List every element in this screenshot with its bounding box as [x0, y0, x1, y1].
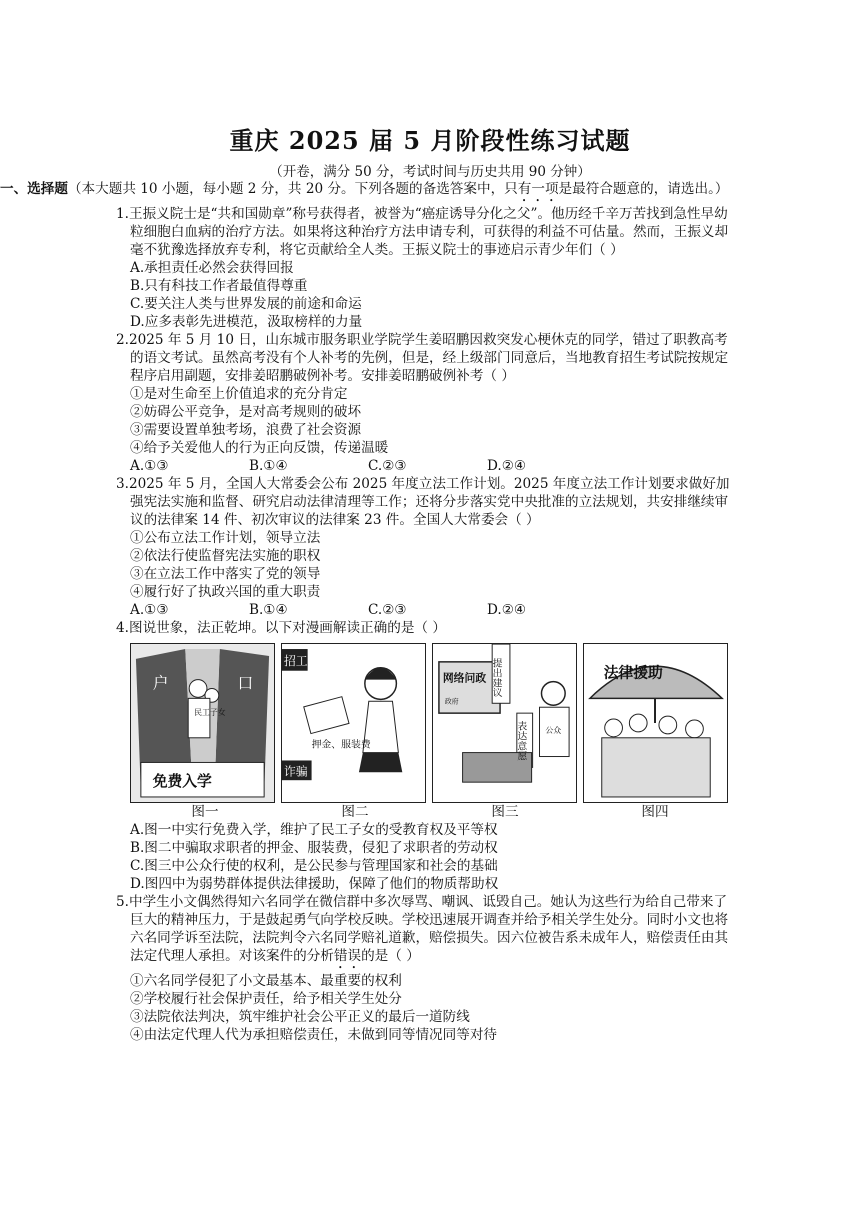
q2-statement-2: ②妨碍公平竞争，是对高考规则的破坏	[130, 404, 362, 420]
cartoon-3-label-government: 政府	[444, 697, 459, 706]
cartoon-2-label-deposit: 押金、服装费	[311, 739, 371, 751]
q2-statement-3: ③需要设置单独考场，浪费了社会资源	[130, 422, 362, 438]
q5-stem-b: 的是（ ）	[361, 948, 420, 964]
figure-1-caption: 图一	[191, 804, 219, 820]
q1-option-a: A.承担责任必然会获得回报	[130, 260, 294, 276]
q1-option-b: B.只有科技工作者最值得尊重	[130, 278, 308, 294]
section-intro-emph: 有一项	[517, 181, 559, 197]
cartoon-figure-4	[583, 643, 728, 803]
q1-stem: 1.王振义院士是“共和国勋章”称号获得者，被誉为“癌症诱导分化之父”。他历经千辛万苦找到急性早幼粒细胞白血病的治疗方法。如果将这种治疗方法申请专利，可获得的利益不可估量。然而，王振义却毫不犹豫选择放弃专利，将它贡献给全人类。王振义院士的事迹启示青少年们（ ）	[116, 206, 729, 258]
cartoon-3-illustration	[433, 644, 576, 802]
q3-stem: 3.2025 年 5 月，全国人大常委会公布 2025 年度立法工作计划。2025 年度立法工作计划要求做好加强宪法实施和监督、研究启动法律清理等工作；还将分步落实党中央批准的立法规划，共安排继续审议的法律案 14 件、初次审议的法律案 23 件。全国人大常委会（ ）	[116, 476, 730, 528]
q3-option-c: C.②③	[368, 602, 407, 618]
cartoon-3-label-express: 表达意愿	[515, 721, 527, 761]
cartoon-2-illustration	[282, 644, 425, 802]
cartoon-4-label-legal-aid: 法律援助	[603, 664, 663, 682]
page-subtitle: （开卷，满分 50 分，考试时间与历史共用 90 分钟）	[269, 164, 591, 180]
q5-statement-2: ②学校履行社会保护责任，给予相关学生处分	[130, 991, 402, 1007]
q3-options	[116, 601, 736, 619]
q3-statement-2: ②依法行使监督宪法实施的职权	[130, 548, 321, 564]
page-title: 重庆 2025 届 5 月阶段性练习试题	[229, 126, 631, 155]
cartoon-figure-1	[130, 643, 275, 803]
q3-option-b: B.①④	[249, 602, 288, 618]
q3-option-d: D.②④	[487, 602, 527, 618]
figure-4-caption: 图四	[641, 804, 669, 820]
q2-statement-4: ④给予关爱他人的行为正向反馈，传递温暖	[130, 440, 389, 456]
q2-options	[116, 457, 736, 475]
section-intro-b: 是最符合题意的，请选出。）	[558, 181, 729, 197]
cartoon-1-label-hu: 户	[152, 673, 169, 693]
q2-option-d: D.②④	[487, 458, 527, 474]
cartoon-4-illustration	[584, 644, 727, 802]
q1-option-d: D.应多表彰先进模范，汲取榜样的力量	[130, 314, 363, 330]
cartoon-2-label-recruit: 招工	[283, 653, 308, 668]
q2-option-c: C.②③	[368, 458, 407, 474]
exam-content	[0, 180, 736, 1044]
cartoon-row	[130, 643, 730, 803]
q4-option-a: A.图一中实行免费入学，维护了民工子女的受教育权及平等权	[130, 822, 498, 838]
q1-option-c: C.要关注人类与世界发展的前途和命运	[130, 296, 362, 312]
q5-statement-3: ③法院依法判决，筑牢维护社会公平正义的最后一道防线	[130, 1009, 470, 1025]
q2-option-b: B.①④	[249, 458, 288, 474]
section-label: 一、选择题	[0, 181, 68, 197]
cartoon-1-label-children: 民工子女	[194, 708, 226, 718]
cartoon-2-label-fraud: 诈骗	[283, 764, 308, 779]
q2-option-a: A.①③	[130, 458, 169, 474]
cartoon-1-label-free-school: 免费入学	[152, 773, 212, 791]
q5-stem	[116, 893, 736, 972]
section-intro-a: （本大题共 10 小题，每小题 2 分，共 20 分。下列各题的备选答案中，只	[67, 181, 518, 197]
q3-statement-1: ①公布立法工作计划，领导立法	[130, 530, 321, 546]
cartoon-3-label-online: 网络问政	[442, 671, 487, 685]
q4-stem: 4.图说世象，法正乾坤。以下对漫画解读正确的是（ ）	[116, 620, 446, 636]
q3-statement-3: ③在立法工作中落实了党的领导	[130, 566, 321, 582]
cartoon-1-label-kou: 口	[237, 673, 254, 693]
q2-stem: 2.2025 年 5 月 10 日，山东城市服务职业学院学生姜昭鹏因救突发心梗休克的同学，错过了职教高考的语文考试。虽然高考没有个人补考的先例，但是，经上级部门同意后，当地教育招生考试院按规定程序启用副题，安排姜昭鹏破例补考。安排姜昭鹏破例补考（ ）	[116, 332, 729, 384]
cartoon-figure-3	[432, 643, 577, 803]
q2-statement-1: ①是对生命至上价值追求的充分肯定	[130, 386, 348, 402]
figure-2-caption: 图二	[341, 804, 369, 820]
figure-3-caption: 图三	[491, 804, 519, 820]
cartoon-1-illustration	[131, 644, 274, 802]
cartoon-figure-2	[281, 643, 426, 803]
q3-option-a: A.①③	[130, 602, 169, 618]
q5-stem-a: 5.中学生小文偶然得知六名同学在微信群中多次辱骂、嘲讽、诋毁自己。她认为这些行为给自己带来了巨大的精神压力，于是鼓起勇气向学校反映。学校迅速展开调查并给予相关学生处分。同时小文也将六名同学诉至法院，法院判令六名同学赔礼道歉，赔偿损失。因六位被告系未成年人，赔偿责任由其法定代理人承担。对该案件的分析	[116, 894, 729, 964]
q4-option-b: B.图二中骗取求职者的押金、服装费，侵犯了求职者的劳动权	[130, 840, 498, 856]
cartoon-3-label-public: 公众	[545, 725, 562, 735]
cartoon-3-label-suggest: 提出建议	[490, 657, 502, 698]
q5-statement-1: ①六名同学侵犯了小文最基本、最重要的权利	[130, 973, 402, 989]
q4-option-d: D.图四中为弱势群体提供法律援助，保障了他们的物质帮助权	[130, 876, 499, 892]
q5-stem-emph: 错误	[333, 948, 362, 964]
q3-statement-4: ④履行好了执政兴国的重大职责	[130, 584, 321, 600]
q4-option-c: C.图三中公众行使的权利，是公民参与管理国家和社会的基础	[130, 858, 498, 874]
cartoon-captions	[130, 803, 730, 821]
section-header	[0, 180, 736, 205]
q5-statement-4: ④由法定代理人代为承担赔偿责任，未做到同等情况同等对待	[130, 1027, 498, 1043]
